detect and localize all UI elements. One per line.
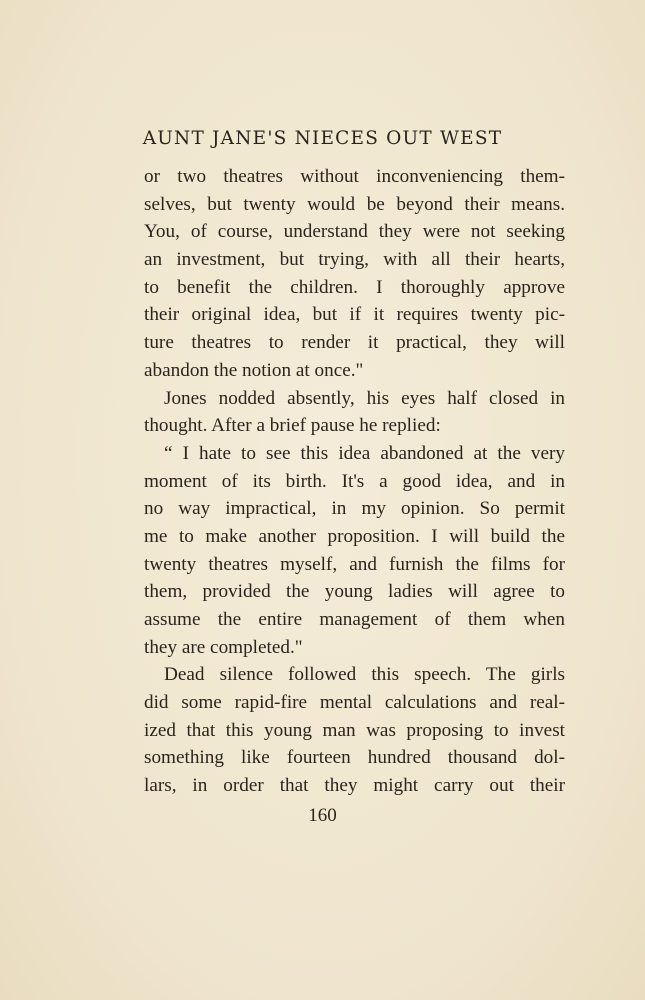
text-line: assume the entire management of them when [144,609,565,630]
text-line: selves, but twenty would be beyond their means. [144,193,565,215]
text-line: something like fourteen hundred thousand dol- [144,747,565,769]
text-line: Jones nodded absently, his eyes half closed in [164,387,565,409]
text-line: ture theatres to render it practical, they will [144,332,565,354]
text-line: You, of course, understand they were not seeking [144,221,565,243]
text-line: did some rapid-fire mental calculations and real- [144,692,565,714]
text-line: an investment, but trying, with all their hearts, [144,249,565,271]
running-head: AUNT JANE'S NIECES OUT WEST [142,128,503,149]
body-text [144,163,565,800]
text-line: their original idea, but if it requires twenty pic- [144,304,565,326]
text-line: “ I hate to see this idea abandoned at the very [164,442,565,464]
text-line: twenty theatres myself, and furnish the films for [144,553,565,575]
text-line: thought. After a brief pause he replied: [144,415,441,437]
text-line: abandon the notion at once." [144,359,364,381]
text-line: no way impractical, in my opinion. So permit [144,498,565,520]
text-line: moment of its birth. It's a good idea, and in [144,470,565,492]
text-line: me to make another proposition. I will build the [144,525,565,547]
text-line: lars, in order that they might carry out their [144,775,565,797]
text-line: them, provided the young ladies will agree to [144,581,565,603]
text-line: they are completed." [144,636,303,658]
text-line: or two theatres without inconveniencing them- [144,166,565,187]
text-line: ized that this young man was proposing to invest [144,719,565,741]
text-line: to benefit the children. I thoroughly approve [144,276,565,298]
text-line: Dead silence followed this speech. The girls [164,664,565,686]
page-number: 160 [308,805,337,826]
